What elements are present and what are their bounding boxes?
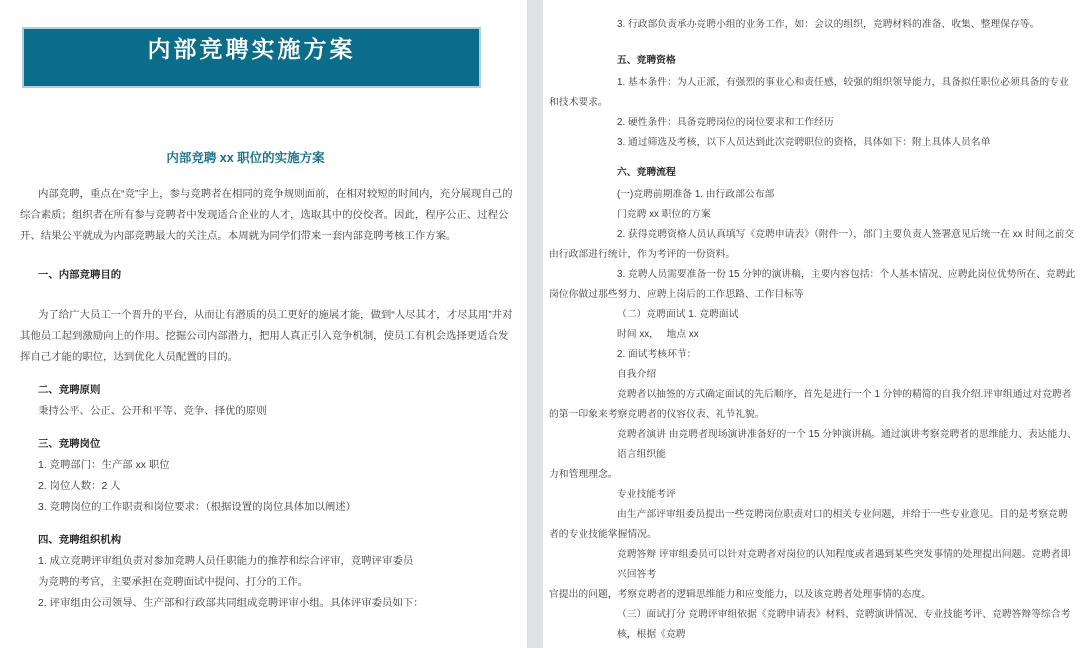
body-line: 2. 面试考核环节： [617, 349, 697, 360]
body-line: 为竞聘的考官，主要承担在竞聘面试中提问、打分的工作。 [38, 577, 309, 588]
body-line: 时间 xx， 地点 xx [617, 329, 699, 340]
body-line: 自我介绍 [617, 369, 657, 380]
title-banner [22, 27, 481, 88]
body-line: (一)竞聘前期准备 1. 由行政部公布部 [617, 189, 775, 200]
list-item: 2. 硬性条件：具备竞聘岗位的岗位要求和工作经历 [617, 117, 834, 128]
body-line: 官提出的问题，考察竞聘者的逻辑思维能力和应变能力，以及该竞聘者处理事情的态度。 [549, 589, 932, 600]
list-item: 2. 评审组由公司领导、生产部和行政部共同组成竞聘评审小组。具体评审委员如下： [38, 598, 424, 609]
body-line: 竞聘答辩 评审组委员可以针对竞聘者对岗位的认知程度或者遇到某些突发事情的处理提出问题。竞聘者即 [617, 549, 1071, 560]
section-heading-6: 六、竞聘流程 [617, 167, 676, 178]
list-item: 2. 获得竞聘资格人员认真填写《竞聘申请表》（附件一），部门主要负责人签署意见后统一在 xx 时间之前交由行政部进行统计，作为考评的一份资料。 [549, 229, 1075, 260]
body-paragraph: 由生产部评审组委员提出一些竞聘岗位职责对口的相关专业问题，并给于一些专业意见。目的是考察竞聘者的专业技能掌握情况。 [549, 509, 1068, 540]
page-left[interactable] [0, 0, 527, 648]
section-heading-3: 三、竞聘岗位 [38, 439, 101, 450]
page-gap-divider [527, 0, 543, 648]
body-paragraph: 竞聘者以抽签的方式确定面试的先后顺序，首先是进行一个 1 分钟的精简的自我介绍.评审组通过对竞聘者的第一印象来考察竞聘者的仪容仪表、礼节礼貌。 [549, 389, 1072, 420]
list-item: 1. 成立竞聘评审组负责对参加竞聘人员任职能力的推荐和综合评审，竞聘评审委员 [38, 556, 414, 567]
body-line: 力和管理理念。 [549, 469, 618, 480]
section-heading-1: 一、内部竞聘目的 [38, 270, 122, 281]
body-paragraph: 为了给广大员工一个晋升的平台，从而让有潜质的员工更好的施展才能，做到“人尽其才，才尽其用”并对其他员工起到激励向上的作用。挖掘公司内部潜力，把用人真正引入竞争机制，使员工有机会选择更适合发挥自己才能的职位，达到优化人员配置的目的。 [20, 310, 513, 363]
body-line: 专业技能考评 [617, 489, 676, 500]
document-subtitle: 内部竞聘 xx 职位的实施方案 [166, 151, 325, 165]
body-line: 竞聘者演讲 由竞聘者现场演讲准备好的一个 15 分钟演讲稿。通过演讲考察竞聘者的思维能力、表达能力、 [617, 429, 1077, 440]
body-line: 秉持公平、公正、公开和平等、竞争、择优的原则 [38, 406, 267, 417]
list-item: 1. 竞聘部门：生产部 xx 职位 [38, 460, 170, 471]
list-item: 3. 竞聘岗位的工作职责和岗位要求：（根据设置的岗位具体加以阐述） [38, 502, 357, 513]
body-line: 兴回答考 [617, 569, 657, 580]
body-line: 语言组织能 [617, 449, 666, 460]
document-title: 内部竞聘实施方案 [147, 36, 356, 62]
list-item: 2. 岗位人数：2 人 [38, 481, 121, 492]
body-line: 核，根据《竞聘 [617, 629, 686, 640]
body-paragraph: 内部竞聘，重点在“竞”字上，参与竞聘者在相同的竞争规则面前，在相对较短的时间内，充分展现自己的综合素质；组织者在所有参与竞聘者中发现适合企业的人才，选取其中的佼佼者。因此，程序公正、过程公开、结果公平就成为内部竞聘最大的关注点。本周就为同学们带来一套内部竞聘考核工作方案。 [20, 189, 513, 242]
body-line: 门竞聘 xx 职位的方案 [617, 209, 711, 220]
list-item: 3. 通过筛选及考核，以下人员达到此次竞聘职位的资格，具体如下：附上具体人员名单 [617, 137, 991, 148]
list-item: 3. 竞聘人员需要准备一份 15 分钟的演讲稿，主要内容包括：个人基本情况、应聘此岗位优势所在、竞聘此岗位你做过那些努力、应聘上岗后的工作思路、工作目标等 [549, 269, 1076, 300]
body-line: （二）竞聘面试 1. 竞聘面试 [617, 309, 739, 320]
section-heading-2: 二、竞聘原则 [38, 385, 101, 396]
section-heading-4: 四、竞聘组织机构 [38, 535, 122, 546]
section-heading-5: 五、竞聘资格 [617, 55, 676, 66]
body-line: （三）面试打分 竞聘评审组依据《竞聘申请表》材料、竞聘演讲情况、专业技能考评、竞聘答辩等综合考 [617, 609, 1071, 620]
page-right[interactable] [543, 0, 1080, 648]
list-item: 3. 行政部负责承办竞聘小组的业务工作，如：会议的组织，竞聘材料的准备、收集、整理保存等。 [617, 19, 1040, 30]
list-item: 1. 基本条件：为人正派，有强烈的事业心和责任感，较强的组织领导能力，具备拟任职位必须具备的专业和技术要求。 [549, 77, 1069, 108]
